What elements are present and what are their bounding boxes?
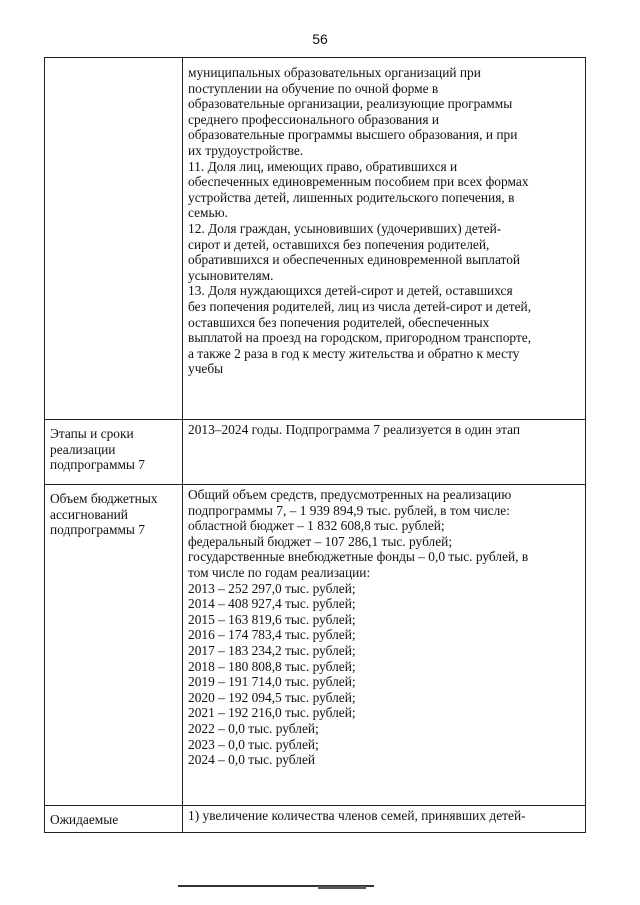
text-line: подпрограммы 7 (50, 457, 145, 473)
text-line: устройства детей, лишенных родительского попечения, в (188, 189, 515, 205)
text-line: а также 2 раза в год к месту жительства и обратно к месту (188, 345, 520, 361)
page-number: 56 (312, 31, 328, 47)
text-line: муниципальных образовательных организаций при (188, 65, 481, 80)
text-line: учебы (188, 361, 224, 377)
text-line: образовательные программы высшего образования, и при (188, 127, 518, 143)
text-line: областной бюджет – 1 832 608,8 тыс. рублей; (188, 518, 445, 534)
text-line: обеспеченных единовременным пособием при всех формах (188, 174, 529, 190)
text-line: том числе по годам реализации: (188, 564, 371, 580)
footer-rule-mark (318, 886, 366, 889)
text-line: 2013 – 252 297,0 тыс. рублей; (188, 580, 356, 596)
text-line: Объем бюджетных (50, 491, 158, 506)
text-line: 11. Доля лиц, имеющих право, обратившихся и (188, 158, 458, 174)
text-line: сирот и детей, оставшихся без попечения родителей, (188, 236, 490, 252)
text-line: 2016 – 174 783,4 тыс. рублей; (188, 627, 356, 643)
row-value-cell (183, 806, 586, 833)
text-line: выплатой на проезд на городском, пригородном транспорте, (188, 330, 532, 346)
table-row (45, 806, 586, 833)
table-row (45, 58, 586, 420)
program-passport-table (44, 57, 586, 833)
row-label-cell (45, 485, 183, 806)
text-line: 2014 – 408 927,4 тыс. рублей; (188, 596, 356, 612)
text-line: 2017 – 183 234,2 тыс. рублей; (188, 642, 356, 658)
text-line: 13. Доля нуждающихся детей-сирот и детей, оставшихся (188, 283, 513, 299)
text-line: 2022 – 0,0 тыс. рублей; (188, 720, 319, 736)
text-line: Ожидаемые (50, 812, 119, 827)
text-line: оставшихся без попечения родителей, обеспеченных (188, 314, 490, 330)
text-line: без попечения родителей, лиц из числа детей-сирот и детей, (188, 298, 532, 314)
table-row (45, 485, 586, 806)
text-line: среднего профессионального образования и (188, 111, 440, 127)
row-value-cell (183, 58, 586, 420)
text-line: подпрограммы 7 (50, 522, 145, 538)
text-line: 1) увеличение количества членов семей, принявших детей- (188, 808, 526, 823)
row-label-cell (45, 806, 183, 833)
row-value-cell (183, 420, 586, 485)
text-line: образовательные организации, реализующие программы (188, 96, 513, 112)
text-line: 2013–2024 годы. Подпрограмма 7 реализуется в один этап (188, 422, 521, 437)
text-line: обратившихся и обеспеченных единовременной выплатой (188, 252, 521, 268)
text-line: 12. Доля граждан, усыновивших (удочеривших) детей- (188, 220, 502, 236)
text-line: поступлении на обучение по очной форме в (188, 80, 439, 96)
text-line: их трудоустройстве. (188, 142, 304, 158)
text-line: усыновителям. (188, 267, 274, 283)
text-line: федеральный бюджет – 107 286,1 тыс. рублей; (188, 533, 453, 549)
row-value-cell (183, 485, 586, 806)
text-line: семью. (188, 205, 228, 221)
row-label-cell (45, 420, 183, 485)
text-line: 2024 – 0,0 тыс. рублей (188, 752, 316, 768)
text-line: подпрограммы 7, – 1 939 894,9 тыс. рублей, в том числе: (188, 502, 510, 518)
text-line: ассигнований (50, 506, 128, 522)
text-line: реализации (50, 441, 116, 457)
text-line: 2018 – 180 808,8 тыс. рублей; (188, 658, 356, 674)
text-line: 2019 – 191 714,0 тыс. рублей; (188, 674, 356, 690)
text-line: Этапы и сроки (50, 426, 134, 441)
text-line: 2023 – 0,0 тыс. рублей; (188, 736, 319, 752)
text-line: Общий объем средств, предусмотренных на реализацию (188, 487, 512, 502)
text-line: 2021 – 192 216,0 тыс. рублей; (188, 705, 356, 721)
text-line: 2015 – 163 819,6 тыс. рублей; (188, 611, 356, 627)
text-line: 2020 – 192 094,5 тыс. рублей; (188, 689, 356, 705)
text-line: государственные внебюджетные фонды – 0,0 тыс. рублей, в (188, 549, 529, 565)
row-label-cell (45, 58, 183, 420)
table-row (45, 420, 586, 485)
